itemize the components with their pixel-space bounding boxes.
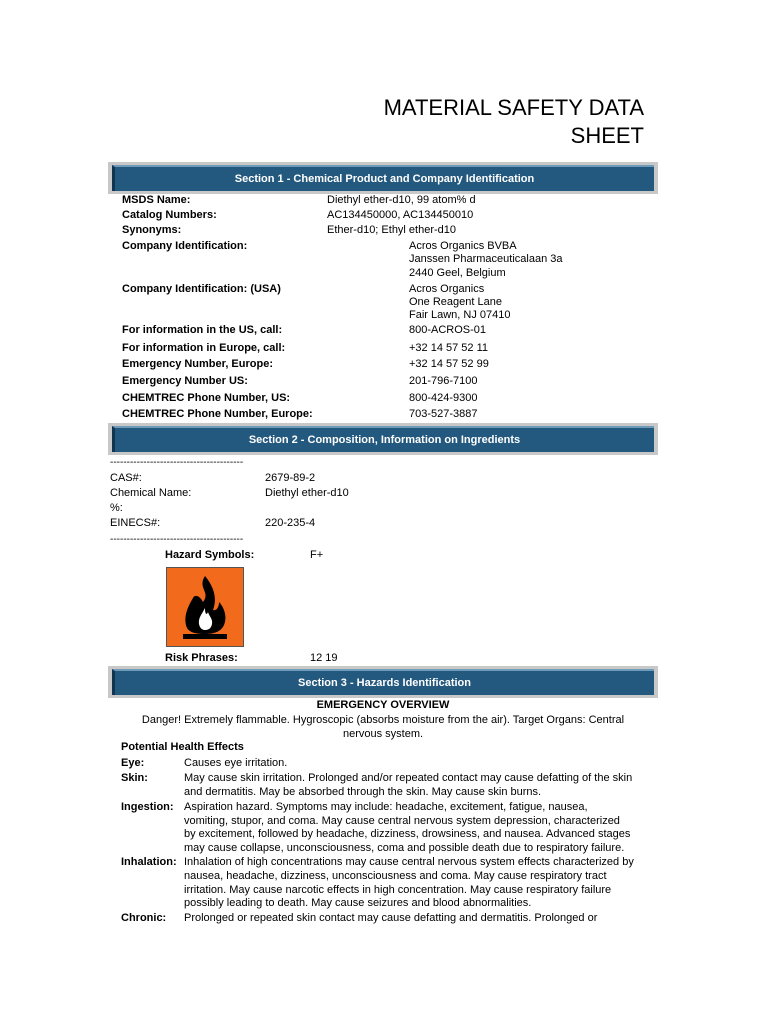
row-value: Diethyl ether-d10, 99 atom% d <box>327 194 476 206</box>
effect-text: May cause skin irritation. Prolonged and/or repeated contact may cause defatting of the skin <box>184 772 633 784</box>
section-3-title: Section 3 - Hazards Identification <box>112 669 654 695</box>
section-1-header <box>108 162 658 194</box>
risk-phrases-label: Risk Phrases: <box>165 652 238 664</box>
row-value: Acros Organics BVBA <box>409 240 517 252</box>
divider: ---------------------------------------- <box>110 457 244 468</box>
effect-text: Causes eye irritation. <box>184 757 288 769</box>
row-label: Catalog Numbers: <box>122 209 217 221</box>
row-label: Chemical Name: <box>110 487 192 499</box>
row-value: Diethyl ether-d10 <box>265 487 349 499</box>
section-3-header <box>108 666 658 698</box>
effect-text: irritation. May cause narcotic effects in high concentration. May cause respiratory failure <box>184 884 612 896</box>
row-value: 800-424-9300 <box>409 392 478 404</box>
effect-text: vomiting, stupor, and coma. May cause central nervous system depression, characterized <box>184 815 620 827</box>
row-value: +32 14 57 52 11 <box>409 342 489 354</box>
effect-label-inhalation: Inhalation: <box>121 856 177 868</box>
emergency-overview-line: Danger! Extremely flammable. Hygroscopic (absorbs moisture from the air). Target Organs: Central <box>141 714 625 726</box>
row-value: 2679-89-2 <box>265 472 316 484</box>
row-value: 220-235-4 <box>265 517 316 529</box>
row-label: Company Identification: <box>122 240 248 252</box>
section-2-header <box>108 423 658 455</box>
row-value: One Reagent Lane <box>409 296 502 308</box>
effect-text: Prolonged or repeated skin contact may cause defatting and dermatitis. Prolonged or <box>184 912 598 924</box>
health-effects-title: Potential Health Effects <box>121 741 244 753</box>
row-label: Synonyms: <box>122 224 182 236</box>
effect-label-chronic: Chronic: <box>121 912 167 924</box>
row-value: 703-527-3887 <box>409 408 478 420</box>
row-value: Acros Organics <box>409 283 485 295</box>
row-label: %: <box>110 502 123 514</box>
row-value: +32 14 57 52 99 <box>409 358 489 370</box>
row-label: Emergency Number, Europe: <box>122 358 273 370</box>
row-value: AC134450000, AC134450010 <box>327 209 474 221</box>
divider: ---------------------------------------- <box>110 534 244 545</box>
row-label: EINECS#: <box>110 517 161 529</box>
row-label: Company Identification: (USA) <box>122 283 281 295</box>
row-value: Fair Lawn, NJ 07410 <box>409 309 511 321</box>
effect-label-ingestion: Ingestion: <box>121 801 174 813</box>
row-label: For information in the US, call: <box>122 324 283 336</box>
row-label: Emergency Number US: <box>122 375 248 387</box>
effect-text: Aspiration hazard. Symptoms may include: headache, excitement, fatigue, nausea, <box>184 801 588 813</box>
row-label: CHEMTREC Phone Number, US: <box>122 392 291 404</box>
section-1-title: Section 1 - Chemical Product and Company Identification <box>112 165 654 191</box>
document-title <box>320 94 644 150</box>
row-label: For information in Europe, call: <box>122 342 286 354</box>
row-value: Ether-d10; Ethyl ether-d10 <box>327 224 457 236</box>
effect-text: may cause collapse, unconsciousness, coma and possible death due to respiratory failure. <box>184 842 625 854</box>
effect-text: possibly leading to death. May cause seizures and blood abnormalities. <box>184 897 532 909</box>
row-label: MSDS Name: <box>122 194 191 206</box>
row-value: 201-796-7100 <box>409 375 478 387</box>
row-label: CHEMTREC Phone Number, Europe: <box>122 408 313 420</box>
flame-icon <box>166 567 244 647</box>
effect-text: and dermatitis. May be absorbed through the skin. May cause skin burns. <box>184 786 542 798</box>
effect-label-skin: Skin: <box>121 772 148 784</box>
risk-phrases-value: 12 19 <box>310 652 338 664</box>
row-value: 2440 Geel, Belgium <box>409 267 506 279</box>
row-label: CAS#: <box>110 472 142 484</box>
effect-label-eye: Eye: <box>121 757 145 769</box>
row-value: Janssen Pharmaceuticalaan 3a <box>409 253 563 265</box>
effect-text: nausea, headache, dizziness, unconsciousness and coma. May cause respiratory tract <box>184 870 607 882</box>
emergency-overview-title: EMERGENCY OVERVIEW <box>316 699 450 711</box>
emergency-overview-line: nervous system. <box>342 728 424 740</box>
hazard-symbols-label: Hazard Symbols: <box>165 549 255 561</box>
hazard-symbols-value: F+ <box>310 549 324 561</box>
title-line-1: MATERIAL SAFETY DATA <box>383 95 644 120</box>
row-value: 800-ACROS-01 <box>409 324 487 336</box>
section-2-title: Section 2 - Composition, Information on Ingredients <box>112 426 654 452</box>
effect-text: by excitement, followed by headache, dizziness, drowsiness, and nausea. Advanced stages <box>184 828 631 840</box>
title-line-2: SHEET <box>570 123 644 148</box>
effect-text: Inhalation of high concentrations may cause central nervous system effects characterized by <box>184 856 634 868</box>
